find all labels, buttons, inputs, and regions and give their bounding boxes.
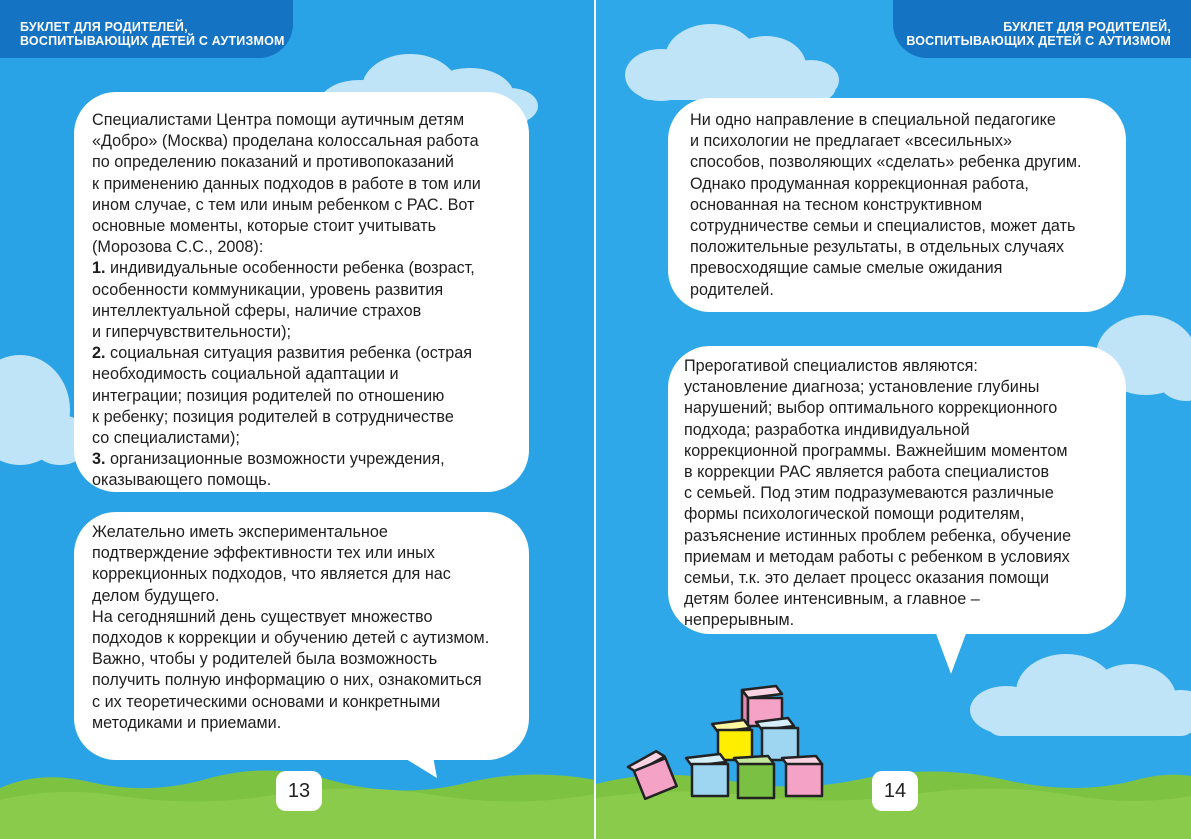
speech-bubble-1 — [668, 98, 1126, 312]
list-item-3: 3. организационные возможности учреждения, оказывающего помощь. — [92, 450, 445, 490]
bubble-text: Прерогативой специалистов являются: установление диагноза; установление глубины нарушений; выбор оптимального коррекционного подхода; разработка индивидуальной коррекционной программы. Важнейшим моментом в коррекции РАС является работа специалистов с семьей. Под этим подразумеваются различные формы психологической помощи родителям, разъяснение истинных проблем ребенка, обучение приемам и методам работы с ребенком в условиях семьи, т.к. это делает процесс оказания помощи детям более интенсивным, а главное – непрерывным. — [684, 357, 1072, 630]
bubble-intro: Специалистами Центра помощи аутичным детям «Добро» (Москва) проделана колоссальная работа по определению показаний и противопоказаний к применению данных подходов в работе в том или ином случае, с тем или иным ребенком с РАС. Вот основные моменты, которые стоит учитывать (Морозова С.С., 2008): — [92, 111, 481, 257]
header-line-2: ВОСПИТЫВАЮЩИХ ДЕТЕЙ С АУТИЗМОМ — [20, 34, 285, 48]
page-number: 13 — [276, 771, 322, 811]
list-item-2: 2. социальная ситуация развития ребенка (острая необходимость социальной адаптации и интеграции; позиция родителей по отношению к ребенку; позиция родителей в сотрудничестве со специалистами); — [92, 344, 472, 448]
list-item-1: 1. индивидуальные особенности ребенка (возраст, особенности коммуникации, уровень развития интеллектуальной сферы, наличие страхов и гиперчувствительности); — [92, 259, 475, 342]
cloud-icon — [956, 640, 1191, 740]
speech-bubble-tail — [375, 740, 445, 782]
speech-bubble-2 — [668, 346, 1126, 634]
header-title — [906, 20, 1171, 48]
speech-bubble-tail — [931, 620, 981, 676]
header-title — [20, 20, 285, 48]
cloud-icon — [616, 20, 846, 110]
header-line-1: БУКЛЕТ ДЛЯ РОДИТЕЛЕЙ, — [20, 20, 188, 34]
bubble-text: Желательно иметь экспериментальное подтверждение эффективности тех или иных коррекционных подходов, что является для нас делом будущего. На сегодняшний день существует множество подходов к коррекции и обучению детей с аутизмом. Важно, чтобы у родителей была возможность получить полную информацию о них, ознакомиться с их теоретическими основами и конкретными методиками и приемами. — [92, 523, 490, 732]
left-page — [0, 0, 595, 839]
speech-bubble-1 — [74, 92, 529, 492]
toy-blocks-icon — [626, 680, 836, 810]
header-line-1: БУКЛЕТ ДЛЯ РОДИТЕЛЕЙ, — [1003, 20, 1171, 34]
speech-bubble-2 — [74, 512, 529, 760]
page-number: 14 — [872, 771, 918, 811]
header-line-2: ВОСПИТЫВАЮЩИХ ДЕТЕЙ С АУТИЗМОМ — [906, 34, 1171, 48]
list-number: 2. — [92, 344, 106, 363]
bubble-text: Ни одно направление в специальной педагогике и психологии не предлагает «всесильных» способов, позволяющих «сделать» ребенка другим. Однако продуманная коррекционная работа, основанная на тесном конструктивном сотрудничестве семьи и специалистов, может дать положительные результаты, в отдельных случаях превосходящие самые смелые ожидания родителей. — [690, 111, 1082, 299]
list-number: 3. — [92, 450, 106, 469]
right-page — [596, 0, 1191, 839]
list-number: 1. — [92, 259, 106, 278]
